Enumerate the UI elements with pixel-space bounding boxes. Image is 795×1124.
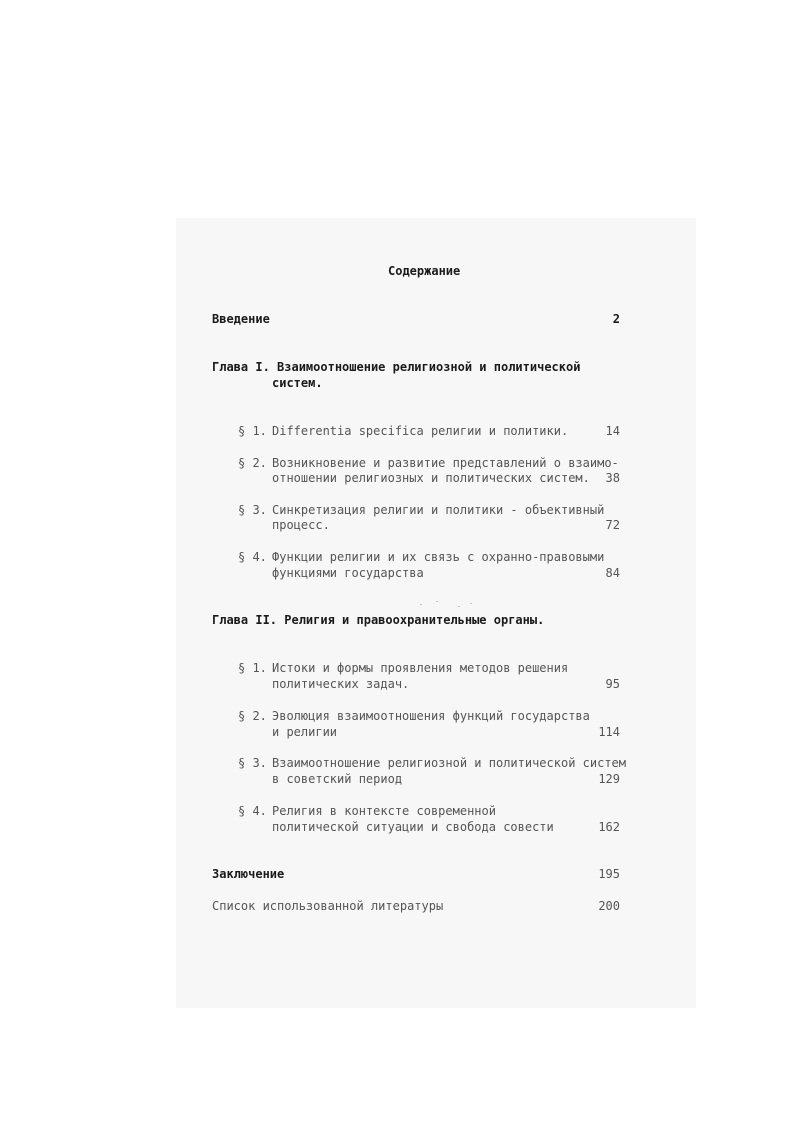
ch1-s4-line1: Функции религии и их связь с охранно-правовыми [272,550,605,564]
ch2-s1-page: 95 [605,677,620,691]
toc-bibliography-label: Список использованной литературы [212,899,444,913]
scan-speck [470,603,472,604]
toc-bibliography-page: 200 [598,899,620,913]
ch2-s3-mark: § 3. [238,756,267,770]
ch2-s4-line2: политической ситуации и свобода совести [272,820,554,834]
toc-conclusion-label: Заключение [212,867,285,881]
ch2-s3-line2: в советский период [272,772,403,786]
toc-conclusion-page: 195 [598,867,620,881]
toc-title: Содержание [388,264,461,278]
scan-speck [420,604,422,605]
ch1-s2-page: 38 [605,471,620,485]
ch2-s4-line1: Религия в контексте современной [272,804,496,818]
ch1-s1-line1: Differentia specifica религии и политики. [272,424,569,438]
ch1-s3-line1: Синкретизация религии и политики - объективный [272,503,605,517]
toc-intro-page: 2 [612,312,620,326]
ch2-s3-page: 129 [598,772,620,786]
ch1-s4-mark: § 4. [238,550,267,564]
ch2-s1-line2: политических задач. [272,677,410,691]
ch1-s4-page: 84 [605,566,620,580]
ch2-s4-mark: § 4. [238,804,267,818]
ch1-s4-line2: функциями государства [272,566,424,580]
ch1-s3-line2: процесс. [272,518,330,532]
chapter1-heading-cont: систем. [272,376,323,390]
ch2-s1-mark: § 1. [238,661,267,675]
ch1-s2-line1: Возникновение и развитие представлений о взаимо- [272,456,619,470]
ch1-s3-page: 72 [605,518,620,532]
ch1-s2-line2: отношении религиозных и политических систем. [272,471,590,485]
ch2-s3-line1: Взаимоотношение религиозной и политической систем [272,756,627,770]
ch2-s1-line1: Истоки и формы проявления методов решения [272,661,569,675]
ch2-s4-page: 162 [598,820,620,834]
toc-intro-label: Введение [212,312,270,326]
chapter2-heading: Глава II. Религия и правоохранительные органы. [212,613,545,627]
ch2-s2-mark: § 2. [238,709,267,723]
ch2-s2-line1: Эволюция взаимоотношения функций государства [272,709,590,723]
ch1-s1-mark: § 1. [238,424,267,438]
scan-speck [436,601,438,602]
chapter1-heading: Глава I. Взаимоотношение религиозной и политической [212,360,581,374]
ch1-s3-mark: § 3. [238,503,267,517]
scan-speck [458,606,460,607]
ch1-s1-page: 14 [605,424,620,438]
ch2-s2-page: 114 [598,725,620,739]
ch2-s2-line2: и религии [272,725,338,739]
ch1-s2-mark: § 2. [238,456,267,470]
